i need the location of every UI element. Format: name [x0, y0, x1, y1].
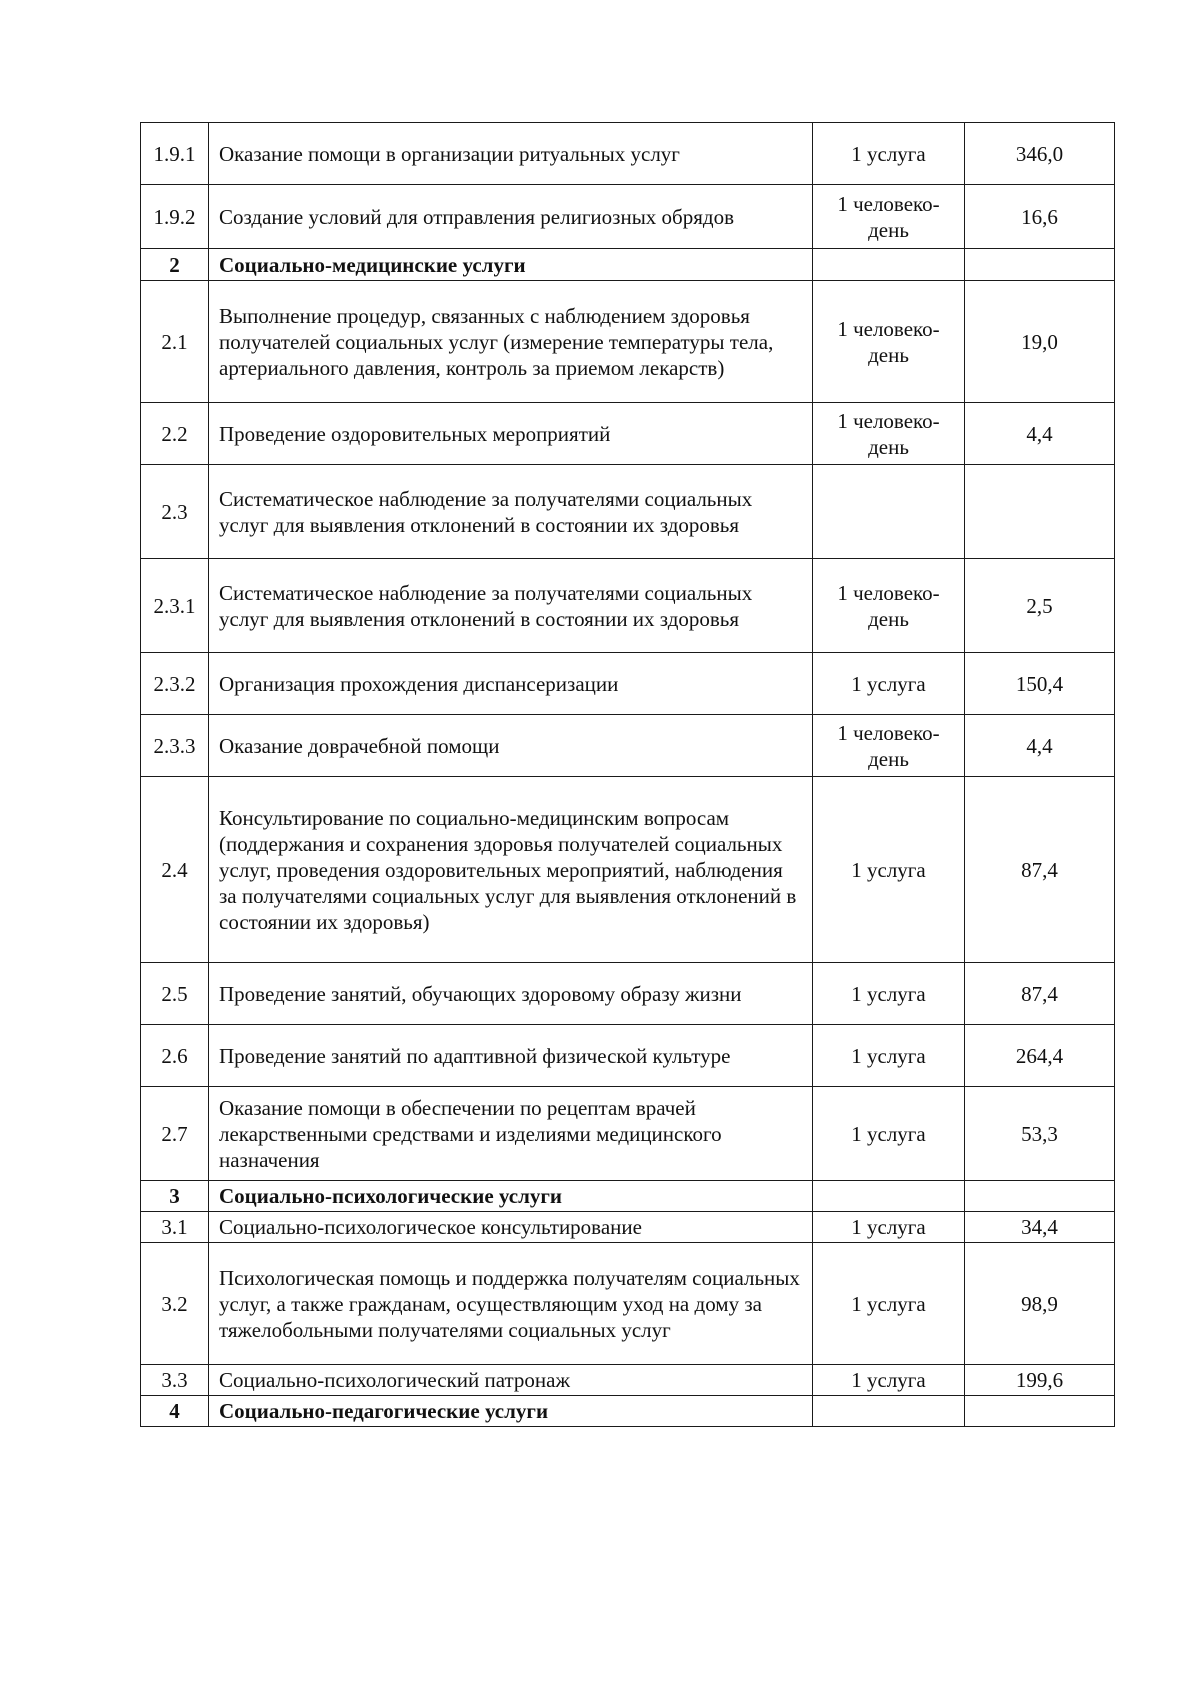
tariff-value: 34,4 [965, 1212, 1115, 1243]
service-name: Систематическое наблюдение за получателями социальных услуг для выявления отклонений в состоянии их здоровья [209, 465, 813, 559]
row-number: 2.3.2 [141, 653, 209, 715]
unit-of-measure: 1 услуга [813, 1025, 965, 1087]
section-row [141, 1396, 1115, 1427]
table-row [141, 403, 1115, 465]
service-name: Оказание помощи в обеспечении по рецептам врачей лекарственными средствами и изделиями медицинского назначения [209, 1087, 813, 1181]
service-name: Оказание помощи в организации ритуальных услуг [209, 123, 813, 185]
service-name: Организация прохождения диспансеризации [209, 653, 813, 715]
table-row [141, 653, 1115, 715]
service-name: Проведение занятий, обучающих здоровому образу жизни [209, 963, 813, 1025]
unit-of-measure: 1 услуга [813, 963, 965, 1025]
row-number: 2.6 [141, 1025, 209, 1087]
row-number: 2.1 [141, 281, 209, 403]
table-row [141, 777, 1115, 963]
table-row [141, 715, 1115, 777]
unit-of-measure [813, 1181, 965, 1212]
tariff-value: 346,0 [965, 123, 1115, 185]
service-name: Создание условий для отправления религиозных обрядов [209, 185, 813, 249]
unit-of-measure: 1 услуга [813, 777, 965, 963]
unit-of-measure: 1 человеко-день [813, 403, 965, 465]
table-row [141, 1087, 1115, 1181]
table-row [141, 1025, 1115, 1087]
services-tariff-table [140, 122, 1115, 1427]
unit-of-measure [813, 465, 965, 559]
unit-of-measure: 1 услуга [813, 1365, 965, 1396]
tariff-value: 199,6 [965, 1365, 1115, 1396]
table-row [141, 1212, 1115, 1243]
tariff-value: 2,5 [965, 559, 1115, 653]
tariff-value: 264,4 [965, 1025, 1115, 1087]
unit-of-measure: 1 человеко-день [813, 715, 965, 777]
row-number: 2.7 [141, 1087, 209, 1181]
unit-of-measure: 1 услуга [813, 123, 965, 185]
service-name: Систематическое наблюдение за получателями социальных услуг для выявления отклонений в состоянии их здоровья [209, 559, 813, 653]
row-number: 3.2 [141, 1243, 209, 1365]
service-name: Консультирование по социально-медицинским вопросам (поддержания и сохранения здоровья получателей социальных услуг, проведения оздоровительных мероприятий, наблюдения за получателями социальных услуг для выявления отклонений в состоянии их здоровья) [209, 777, 813, 963]
section-title: Социально-педагогические услуги [209, 1396, 813, 1427]
tariff-value: 4,4 [965, 403, 1115, 465]
row-number: 3.1 [141, 1212, 209, 1243]
tariff-value: 87,4 [965, 963, 1115, 1025]
service-name: Социально-психологическое консультирование [209, 1212, 813, 1243]
section-number: 4 [141, 1396, 209, 1427]
tariff-value: 16,6 [965, 185, 1115, 249]
table-row [141, 1243, 1115, 1365]
row-number: 2.3 [141, 465, 209, 559]
table-row [141, 281, 1115, 403]
row-number: 1.9.1 [141, 123, 209, 185]
row-number: 2.3.3 [141, 715, 209, 777]
tariff-value [965, 465, 1115, 559]
service-name: Социально-психологический патронаж [209, 1365, 813, 1396]
tariff-value [965, 1181, 1115, 1212]
service-name: Выполнение процедур, связанных с наблюдением здоровья получателей социальных услуг (измерение температуры тела, артериального давления, контроль за приемом лекарств) [209, 281, 813, 403]
service-name: Психологическая помощь и поддержка получателям социальных услуг, а также гражданам, осуществляющим уход на дому за тяжелобольными получателями социальных услуг [209, 1243, 813, 1365]
unit-of-measure [813, 1396, 965, 1427]
section-number: 2 [141, 249, 209, 281]
section-title: Социально-медицинские услуги [209, 249, 813, 281]
row-number: 2.4 [141, 777, 209, 963]
tariff-value: 87,4 [965, 777, 1115, 963]
row-number: 1.9.2 [141, 185, 209, 249]
row-number: 2.2 [141, 403, 209, 465]
row-number: 2.3.1 [141, 559, 209, 653]
section-title: Социально-психологические услуги [209, 1181, 813, 1212]
unit-of-measure [813, 249, 965, 281]
section-row [141, 249, 1115, 281]
unit-of-measure: 1 услуга [813, 1212, 965, 1243]
unit-of-measure: 1 человеко-день [813, 281, 965, 403]
table-row [141, 123, 1115, 185]
service-name: Оказание доврачебной помощи [209, 715, 813, 777]
section-row [141, 1181, 1115, 1212]
unit-of-measure: 1 человеко-день [813, 185, 965, 249]
table-row [141, 1365, 1115, 1396]
unit-of-measure: 1 услуга [813, 653, 965, 715]
service-name: Проведение занятий по адаптивной физической культуре [209, 1025, 813, 1087]
table-row [141, 465, 1115, 559]
unit-of-measure: 1 услуга [813, 1087, 965, 1181]
service-name: Проведение оздоровительных мероприятий [209, 403, 813, 465]
tariff-value: 4,4 [965, 715, 1115, 777]
unit-of-measure: 1 человеко-день [813, 559, 965, 653]
row-number: 2.5 [141, 963, 209, 1025]
tariff-value [965, 1396, 1115, 1427]
unit-of-measure: 1 услуга [813, 1243, 965, 1365]
tariff-value [965, 249, 1115, 281]
tariff-value: 19,0 [965, 281, 1115, 403]
table-row [141, 963, 1115, 1025]
section-number: 3 [141, 1181, 209, 1212]
table-row [141, 185, 1115, 249]
tariff-value: 150,4 [965, 653, 1115, 715]
table-row [141, 559, 1115, 653]
tariff-value: 98,9 [965, 1243, 1115, 1365]
row-number: 3.3 [141, 1365, 209, 1396]
tariff-value: 53,3 [965, 1087, 1115, 1181]
